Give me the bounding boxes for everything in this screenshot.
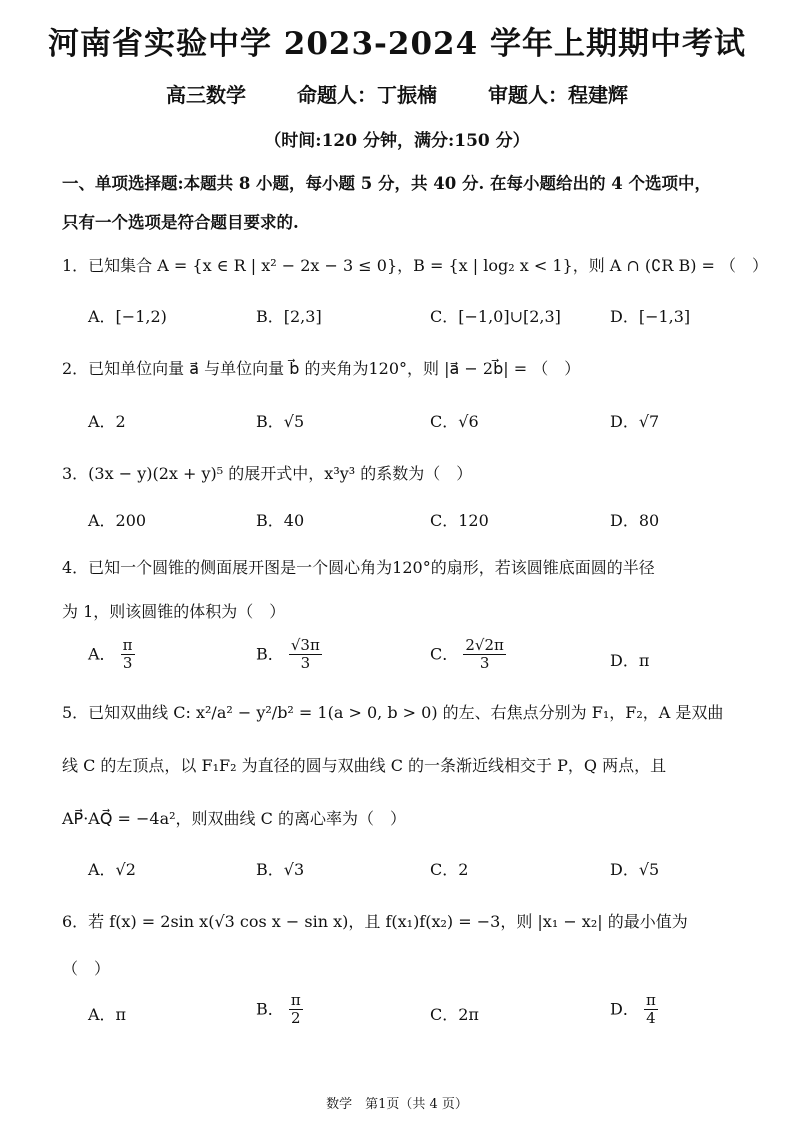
question-2-text: 2．已知单位向量 a⃗ 与单位向量 b⃗ 的夹角为120°，则 |a⃗ − 2b⃗| = （ ） — [62, 359, 581, 378]
exam-subtitle — [0, 79, 794, 108]
q4-option-a — [88, 637, 135, 673]
q4-option-a-label: A． — [88, 644, 116, 664]
question-5-text-line2: 线 C 的左顶点，以 F₁F₂ 为直径的圆与双曲线 C 的一条渐近线相交于 P，Q 两点，且 — [62, 756, 667, 775]
q6-option-c: C．2π — [430, 1005, 479, 1024]
q6-option-d — [610, 992, 658, 1028]
question-5-text-line1: 5．已知双曲线 C: x²/a² − y²/b² = 1(a > 0, b > 0) 的左、右焦点分别为 F₁，F₂，A 是双曲 — [62, 703, 724, 722]
q1-option-a: A．[−1,2) — [88, 307, 167, 326]
q3-option-c: C．120 — [430, 511, 489, 530]
q5-option-c: C．2 — [430, 860, 469, 879]
q5-option-b: B．√3 — [256, 860, 305, 879]
q6-option-a: A．π — [88, 1005, 127, 1024]
q3-option-b: B．40 — [256, 511, 305, 530]
q3-option-d: D．80 — [610, 511, 660, 530]
q1-option-d: D．[−1,3] — [610, 307, 691, 326]
question-6-text-line2: （ ） — [62, 959, 111, 978]
q4-option-a-fraction: $\frac{\pi}{3}$ — [122, 636, 133, 673]
q2-option-b: B．√5 — [256, 412, 305, 431]
q4-option-b-fraction: $\frac{√3\pi}{3}$ — [290, 636, 320, 673]
q6-option-b-label: B． — [256, 999, 284, 1019]
q6-option-d-label: D． — [610, 999, 639, 1019]
q6-option-d-fraction: $\frac{\pi}{4}$ — [645, 991, 656, 1028]
q4-option-c-fraction: $\frac{2√2\pi}{3}$ — [465, 636, 504, 673]
q5-option-d: D．√5 — [610, 860, 660, 879]
section-heading-line2: 只有一个选项是符合题目要求的. — [62, 213, 299, 232]
q1-option-c: C．[−1,0]∪[2,3] — [430, 307, 561, 326]
q4-option-c — [430, 637, 506, 673]
section-heading-line1: 一、单项选择题:本题共 8 小题，每小题 5 分，共 40 分. 在每小题给出的 4 个选项中， — [62, 174, 711, 193]
question-3-text: 3．(3x − y)(2x + y)⁵ 的展开式中，x³y³ 的系数为（ ） — [62, 464, 473, 483]
q1-option-b: B．[2,3] — [256, 307, 322, 326]
q6-option-b-fraction: $\frac{\pi}{2}$ — [290, 991, 301, 1028]
exam-title: 河南省实验中学 2023-2024 学年上期期中考试 — [47, 26, 746, 62]
q4-option-b — [256, 637, 322, 673]
question-1-text: 1．已知集合 A = {x ∈ R | x² − 2x − 3 ≤ 0}，B = {x | log₂ x < 1}，则 A ∩ (∁R B) = （ ） — [62, 256, 769, 275]
subject-label: 高三数学 — [166, 83, 247, 107]
question-4-text-line1: 4．已知一个圆锥的侧面展开图是一个圆心角为120°的扇形，若该圆锥底面圆的半径 — [62, 558, 655, 577]
q4-option-c-label: C． — [430, 644, 459, 664]
question-4-text-line2: 为 1，则该圆锥的体积为（ ） — [62, 602, 286, 621]
question-6-text-line1: 6．若 f(x) = 2sin x(√3 cos x − sin x)，且 f(x₁)f(x₂) = −3，则 |x₁ − x₂| 的最小值为 — [62, 912, 688, 931]
q5-option-a: A．√2 — [88, 860, 136, 879]
q6-option-b — [256, 992, 303, 1028]
q2-option-a: A．2 — [88, 412, 126, 431]
q4-option-d: D．π — [610, 651, 650, 670]
q4-option-b-label: B． — [256, 644, 284, 664]
time-info: （时间:120 分钟，满分:150 分） — [264, 131, 530, 151]
q3-option-a: A．200 — [88, 511, 147, 530]
q2-option-c: C．√6 — [430, 412, 479, 431]
question-5-text-line3: AP⃗·AQ⃗ = −4a²，则双曲线 C 的离心率为（ ） — [62, 809, 406, 828]
reviewer-label: 审题人：程建辉 — [487, 83, 628, 107]
author-label: 命题人：丁振楠 — [297, 83, 437, 107]
q2-option-d: D．√7 — [610, 412, 660, 431]
page-footer: 数学 第1页（共 4 页） — [326, 1097, 468, 1112]
